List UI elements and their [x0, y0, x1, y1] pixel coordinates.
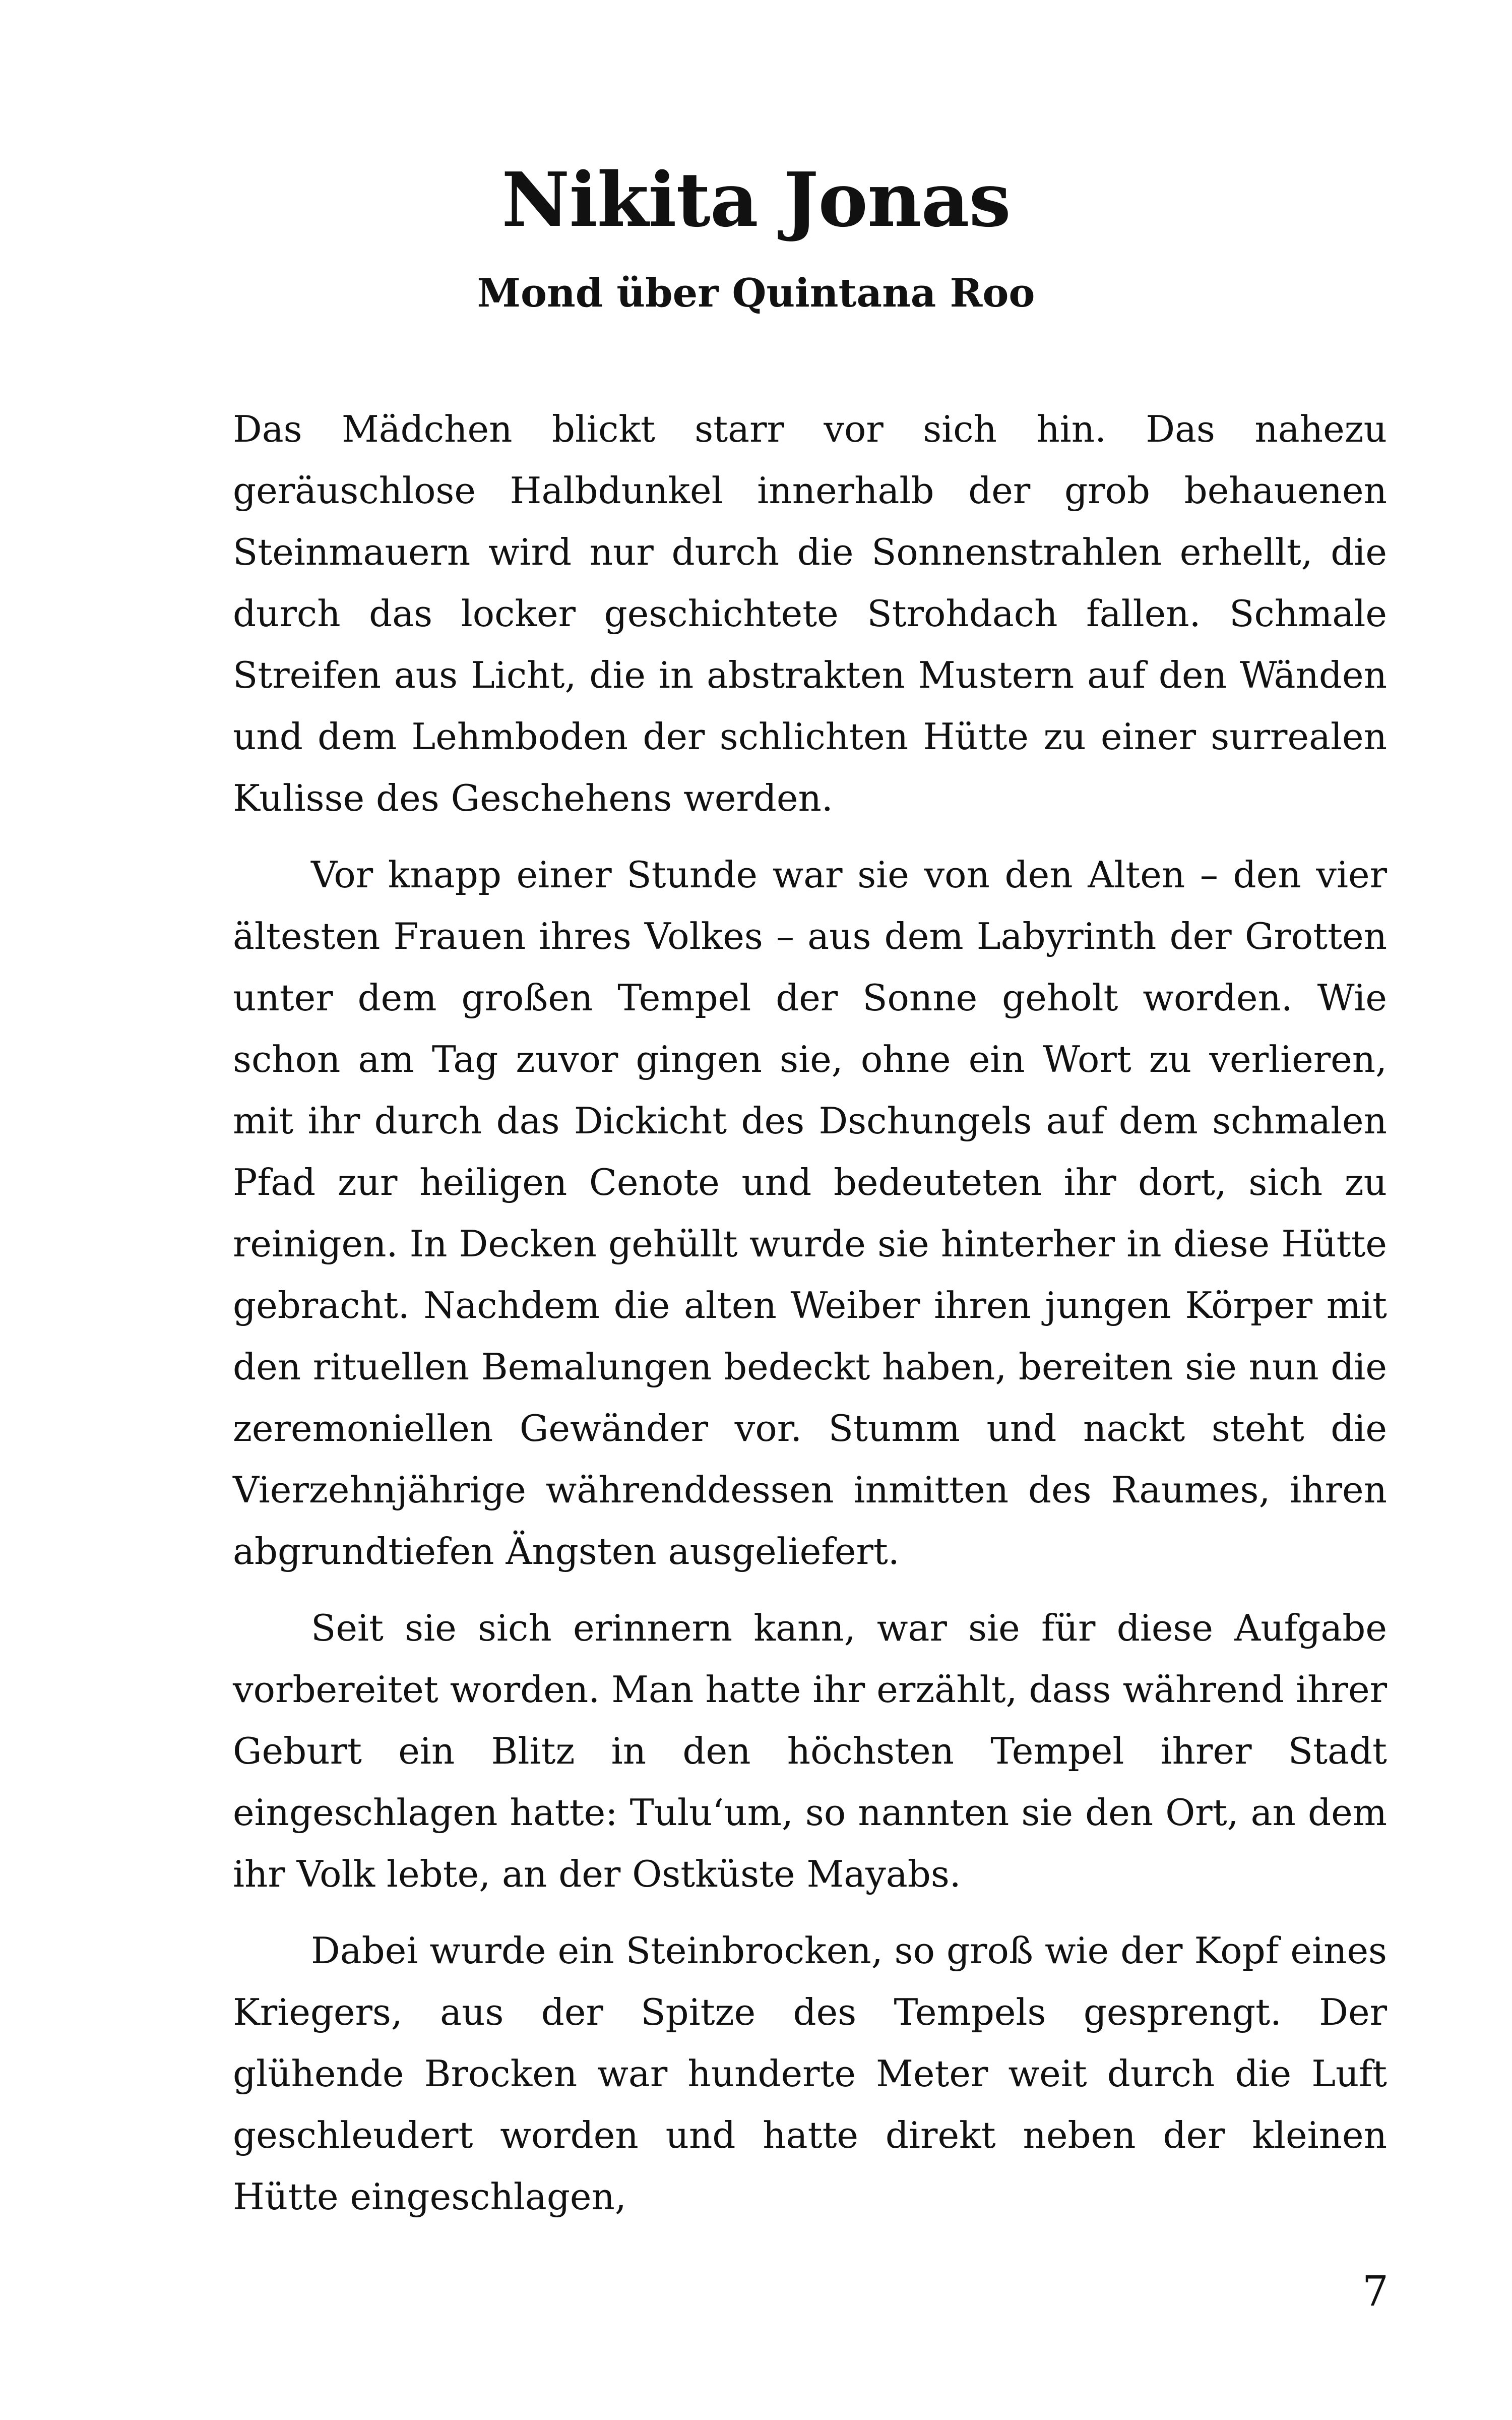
paragraph: Das Mädchen blickt starr vor sich hin. Das nahezu geräuschlose Halbdunkel innerhalb der grob behauenen Steinmauern wird nur durch die Sonnenstrahlen erhellt, die durch das locker geschichtete Strohdach fallen. Schmale Streifen aus Licht, die in abstrakten Mustern auf den Wänden und dem Lehmboden der schlichten Hütte zu einer surrealen Kulisse des Geschehens werden.	[233, 408, 1387, 819]
body-text	[233, 398, 1387, 2227]
page-number: 7	[1362, 2268, 1389, 2316]
paragraph: Vor knapp einer Stunde war sie von den Alten – den vier ältesten Frauen ihres Volkes – aus dem Labyrinth der Grotten unter dem großen Tempel der Sonne geholt worden. Wie schon am Tag zuvor gingen sie, ohne ein Wort zu verlieren, mit ihr durch das Dickicht des Dschungels auf dem schmalen Pfad zur heiligen Cenote und bedeuteten ihr dort, sich zu reinigen. In Decken gehüllt wurde sie hinterher in diese Hütte gebracht. Nachdem die alten Weiber ihren jungen Körper mit den rituellen Bemalungen bedeckt haben, bereiten sie nun die zeremoniellen Gewänder vor. Stumm und nackt steht die Vierzehnjährige währenddessen inmitten des Raumes, ihren abgrundtiefen Ängsten ausgeliefert.	[233, 854, 1387, 1572]
author-name: Nikita Jonas	[501, 156, 1011, 244]
chapter-title: Mond über Quintana Roo	[477, 270, 1035, 316]
paragraph: Dabei wurde ein Steinbrocken, so groß wie der Kopf eines Kriegers, aus der Spitze des Tempels gesprengt. Der glühende Brocken war hunderte Meter weit durch die Luft geschleudert worden und hatte direkt neben der kleinen Hütte eingeschlagen,	[233, 1929, 1387, 2218]
paragraph: Seit sie sich erinnern kann, war sie für diese Aufgabe vorbereitet worden. Man hatte ihr erzählt, dass während ihrer Geburt ein Blitz in den höchsten Tempel ihrer Stadt eingeschlagen hatte: Tulu‘um, so nannten sie den Ort, an dem ihr Volk lebte, an der Ostküste Mayabs.	[233, 1607, 1387, 1895]
